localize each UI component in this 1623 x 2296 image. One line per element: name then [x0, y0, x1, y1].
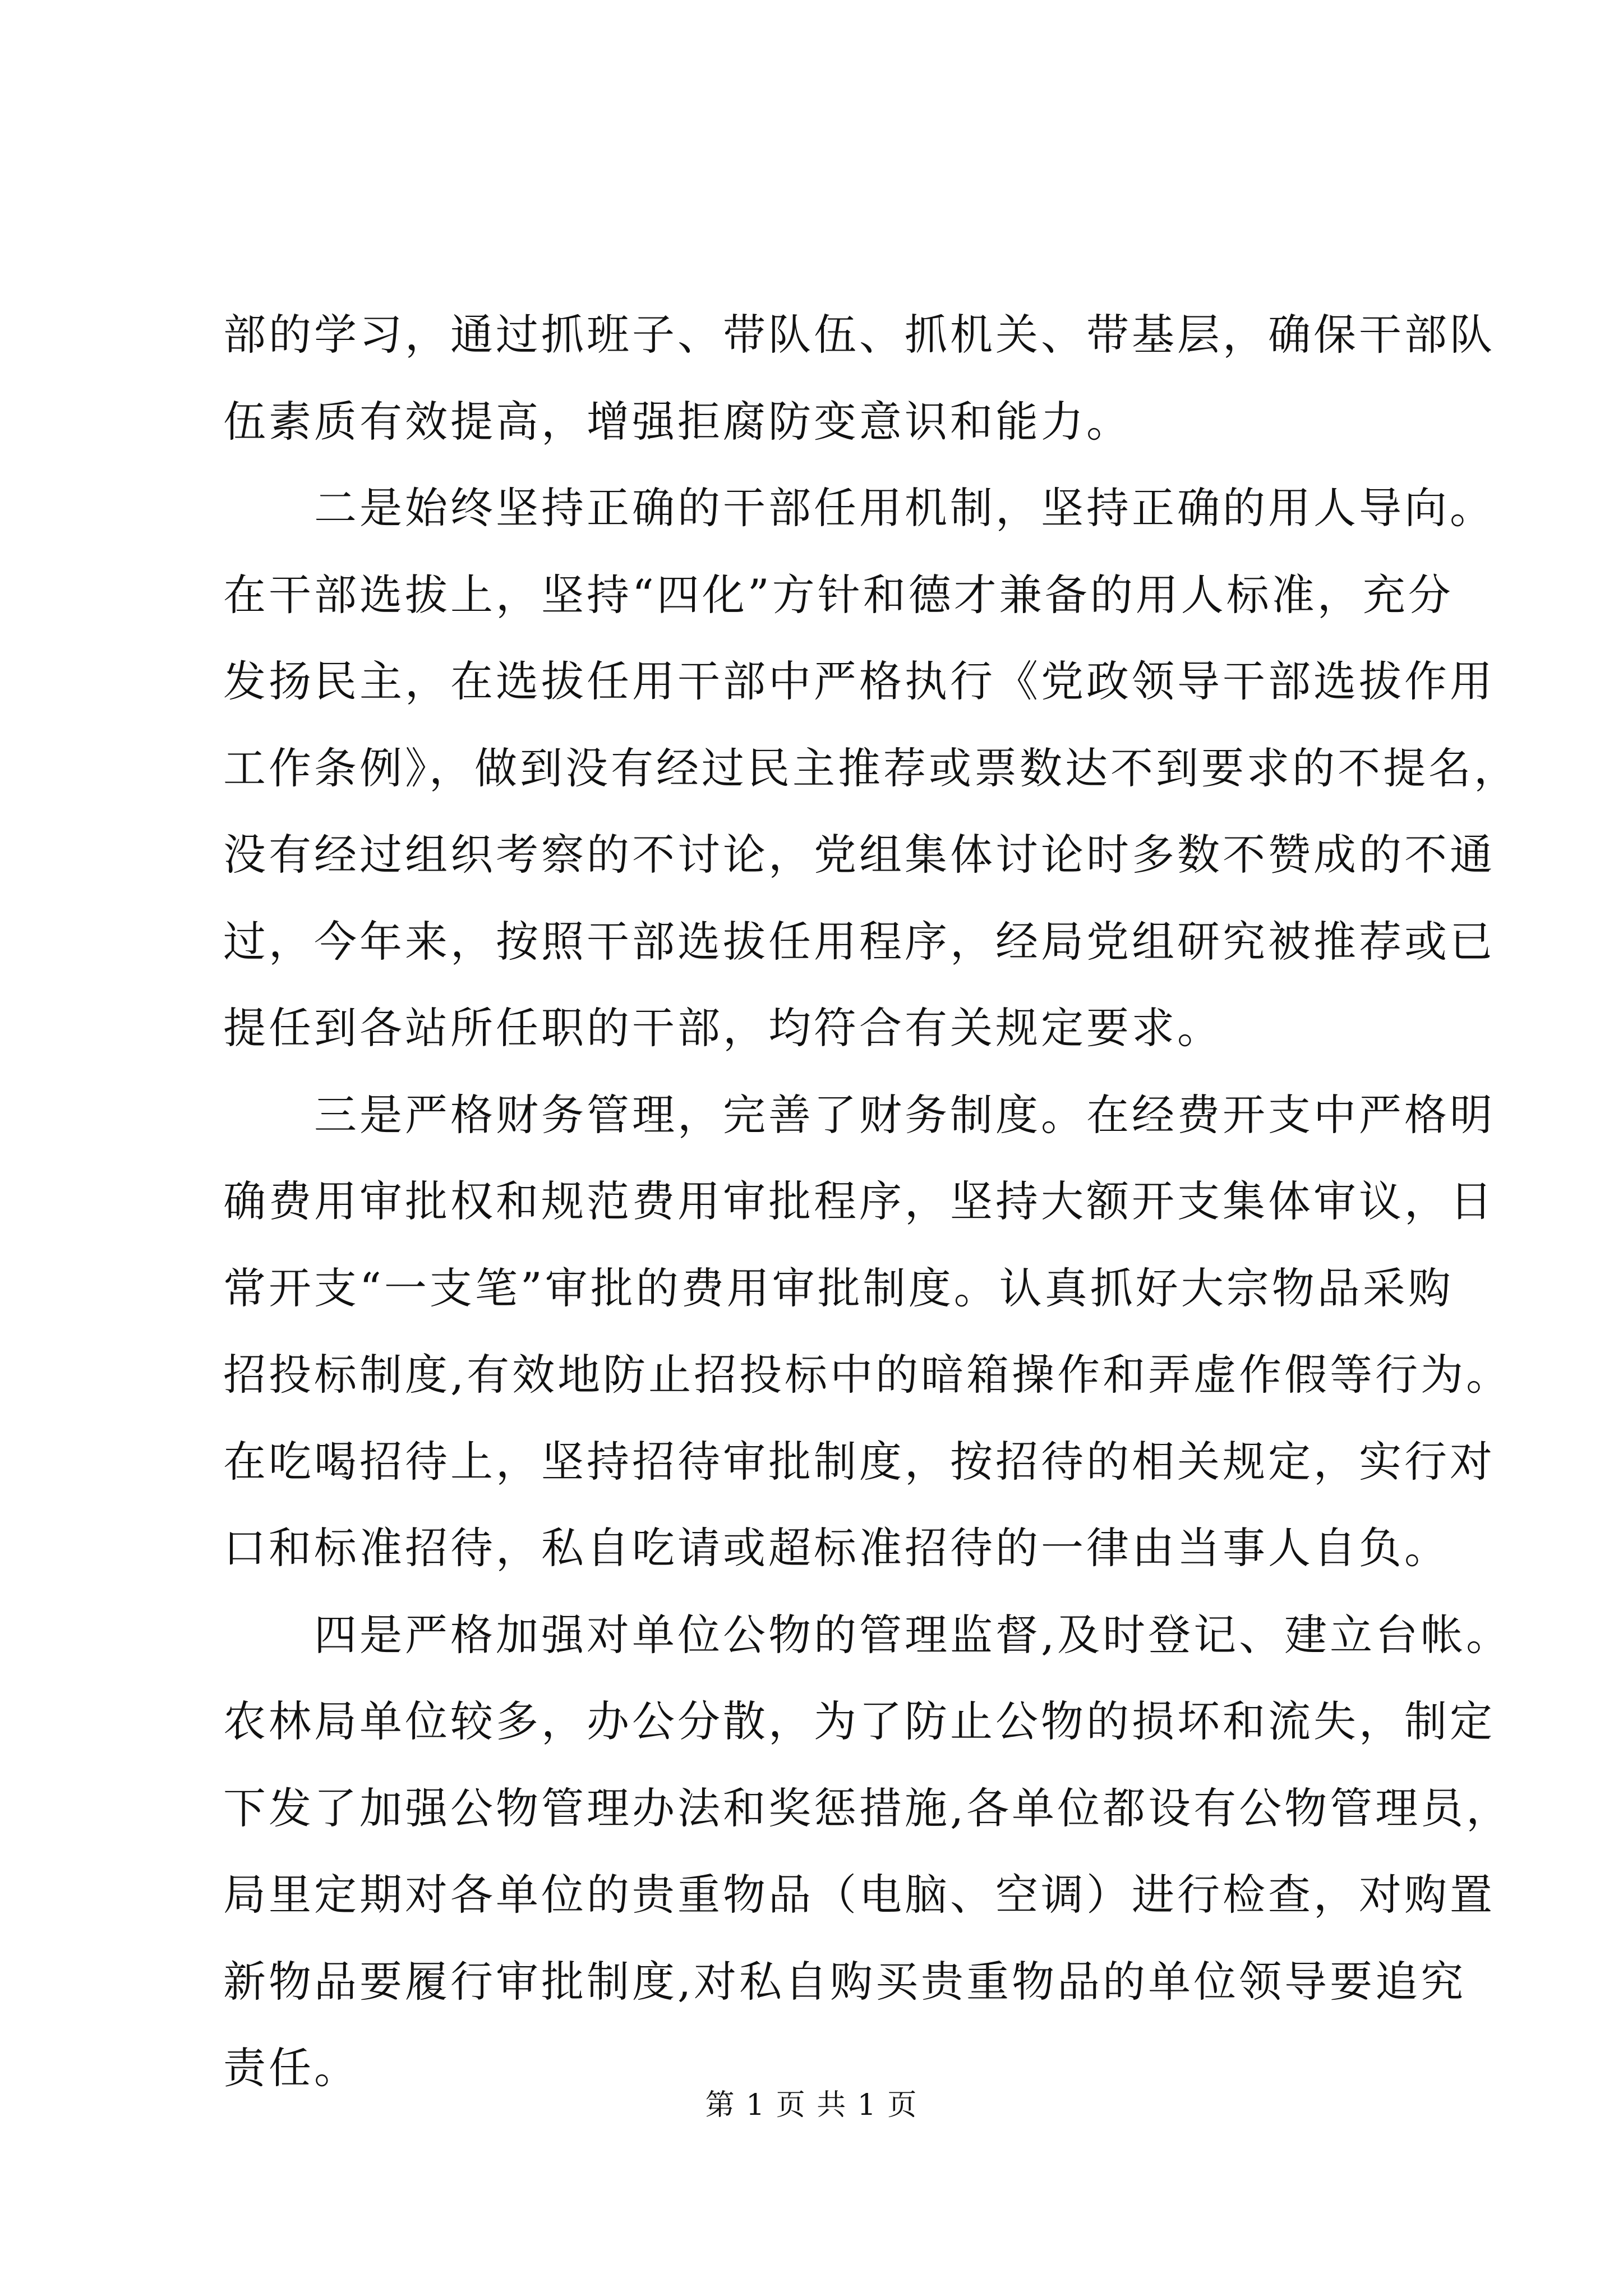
text-line: 伍素质有效提高，增强拒腐防变意识和能力。 [223, 396, 1132, 447]
document-body [223, 292, 1519, 2112]
paragraph-4 [223, 1592, 1512, 2112]
paragraph-2 [223, 465, 1519, 1072]
paragraph-1 [223, 292, 1495, 465]
text-line: 二是始终坚持正确的干部任用机制，坚持正确的用人导向。 [314, 483, 1495, 533]
text-line: 部的学习，通过抓班子、带队伍、抓机关、带基层，确保干部队 [223, 310, 1495, 360]
text-line: 提任到各站所任职的干部，均符合有关规定要求。 [223, 1003, 1223, 1053]
text-line: 过，今年来，按照干部选拔任用程序，经局党组研究被推荐或已 [223, 916, 1495, 967]
text-line: 四是严格加强对单位公物的管理监督,及时登记、建立台帐。 [314, 1609, 1512, 1660]
text-line: 工作条例》，做到没有经过民主推荐或票数达不到要求的不提名， [223, 743, 1519, 793]
paragraph-3 [223, 1072, 1512, 1592]
text-line: 确费用审批权和规范费用审批程序，坚持大额开支集体审议，日 [223, 1176, 1495, 1226]
text-line: 下发了加强公物管理办法和奖惩措施,各单位都设有公物管理员， [223, 1783, 1512, 1833]
text-line: 口和标准招待，私自吃请或超标准招待的一律由当事人自负。 [223, 1523, 1450, 1573]
text-line: 在干部选拔上，坚持“四化”方针和德才兼备的用人标准，充分 [223, 569, 1454, 620]
text-line: 在吃喝招待上，坚持招待审批制度，按招待的相关规定，实行对 [223, 1436, 1495, 1487]
text-line: 农林局单位较多，办公分散，为了防止公物的损坏和流失，制定 [223, 1696, 1495, 1746]
text-line: 发扬民主，在选拔任用干部中严格执行《党政领导干部选拔作用 [223, 656, 1495, 706]
text-line: 没有经过组织考察的不讨论，党组集体讨论时多数不赞成的不通 [223, 830, 1495, 880]
text-line: 常开支“一支笔”审批的费用审批制度。认真抓好大宗物品采购 [223, 1263, 1454, 1313]
page-footer: 第 1 页 共 1 页 [705, 2088, 918, 2122]
text-line: 责任。 [223, 2043, 359, 2093]
text-line: 招投标制度,有效地防止招投标中的暗箱操作和弄虚作假等行为。 [223, 1350, 1512, 1400]
text-line: 局里定期对各单位的贵重物品（电脑、空调）进行检查，对购置 [223, 1870, 1495, 1920]
text-line: 三是严格财务管理，完善了财务制度。在经费开支中严格明 [314, 1089, 1495, 1140]
text-line: 新物品要履行审批制度,对私自购买贵重物品的单位领导要追究 [223, 1956, 1467, 2007]
